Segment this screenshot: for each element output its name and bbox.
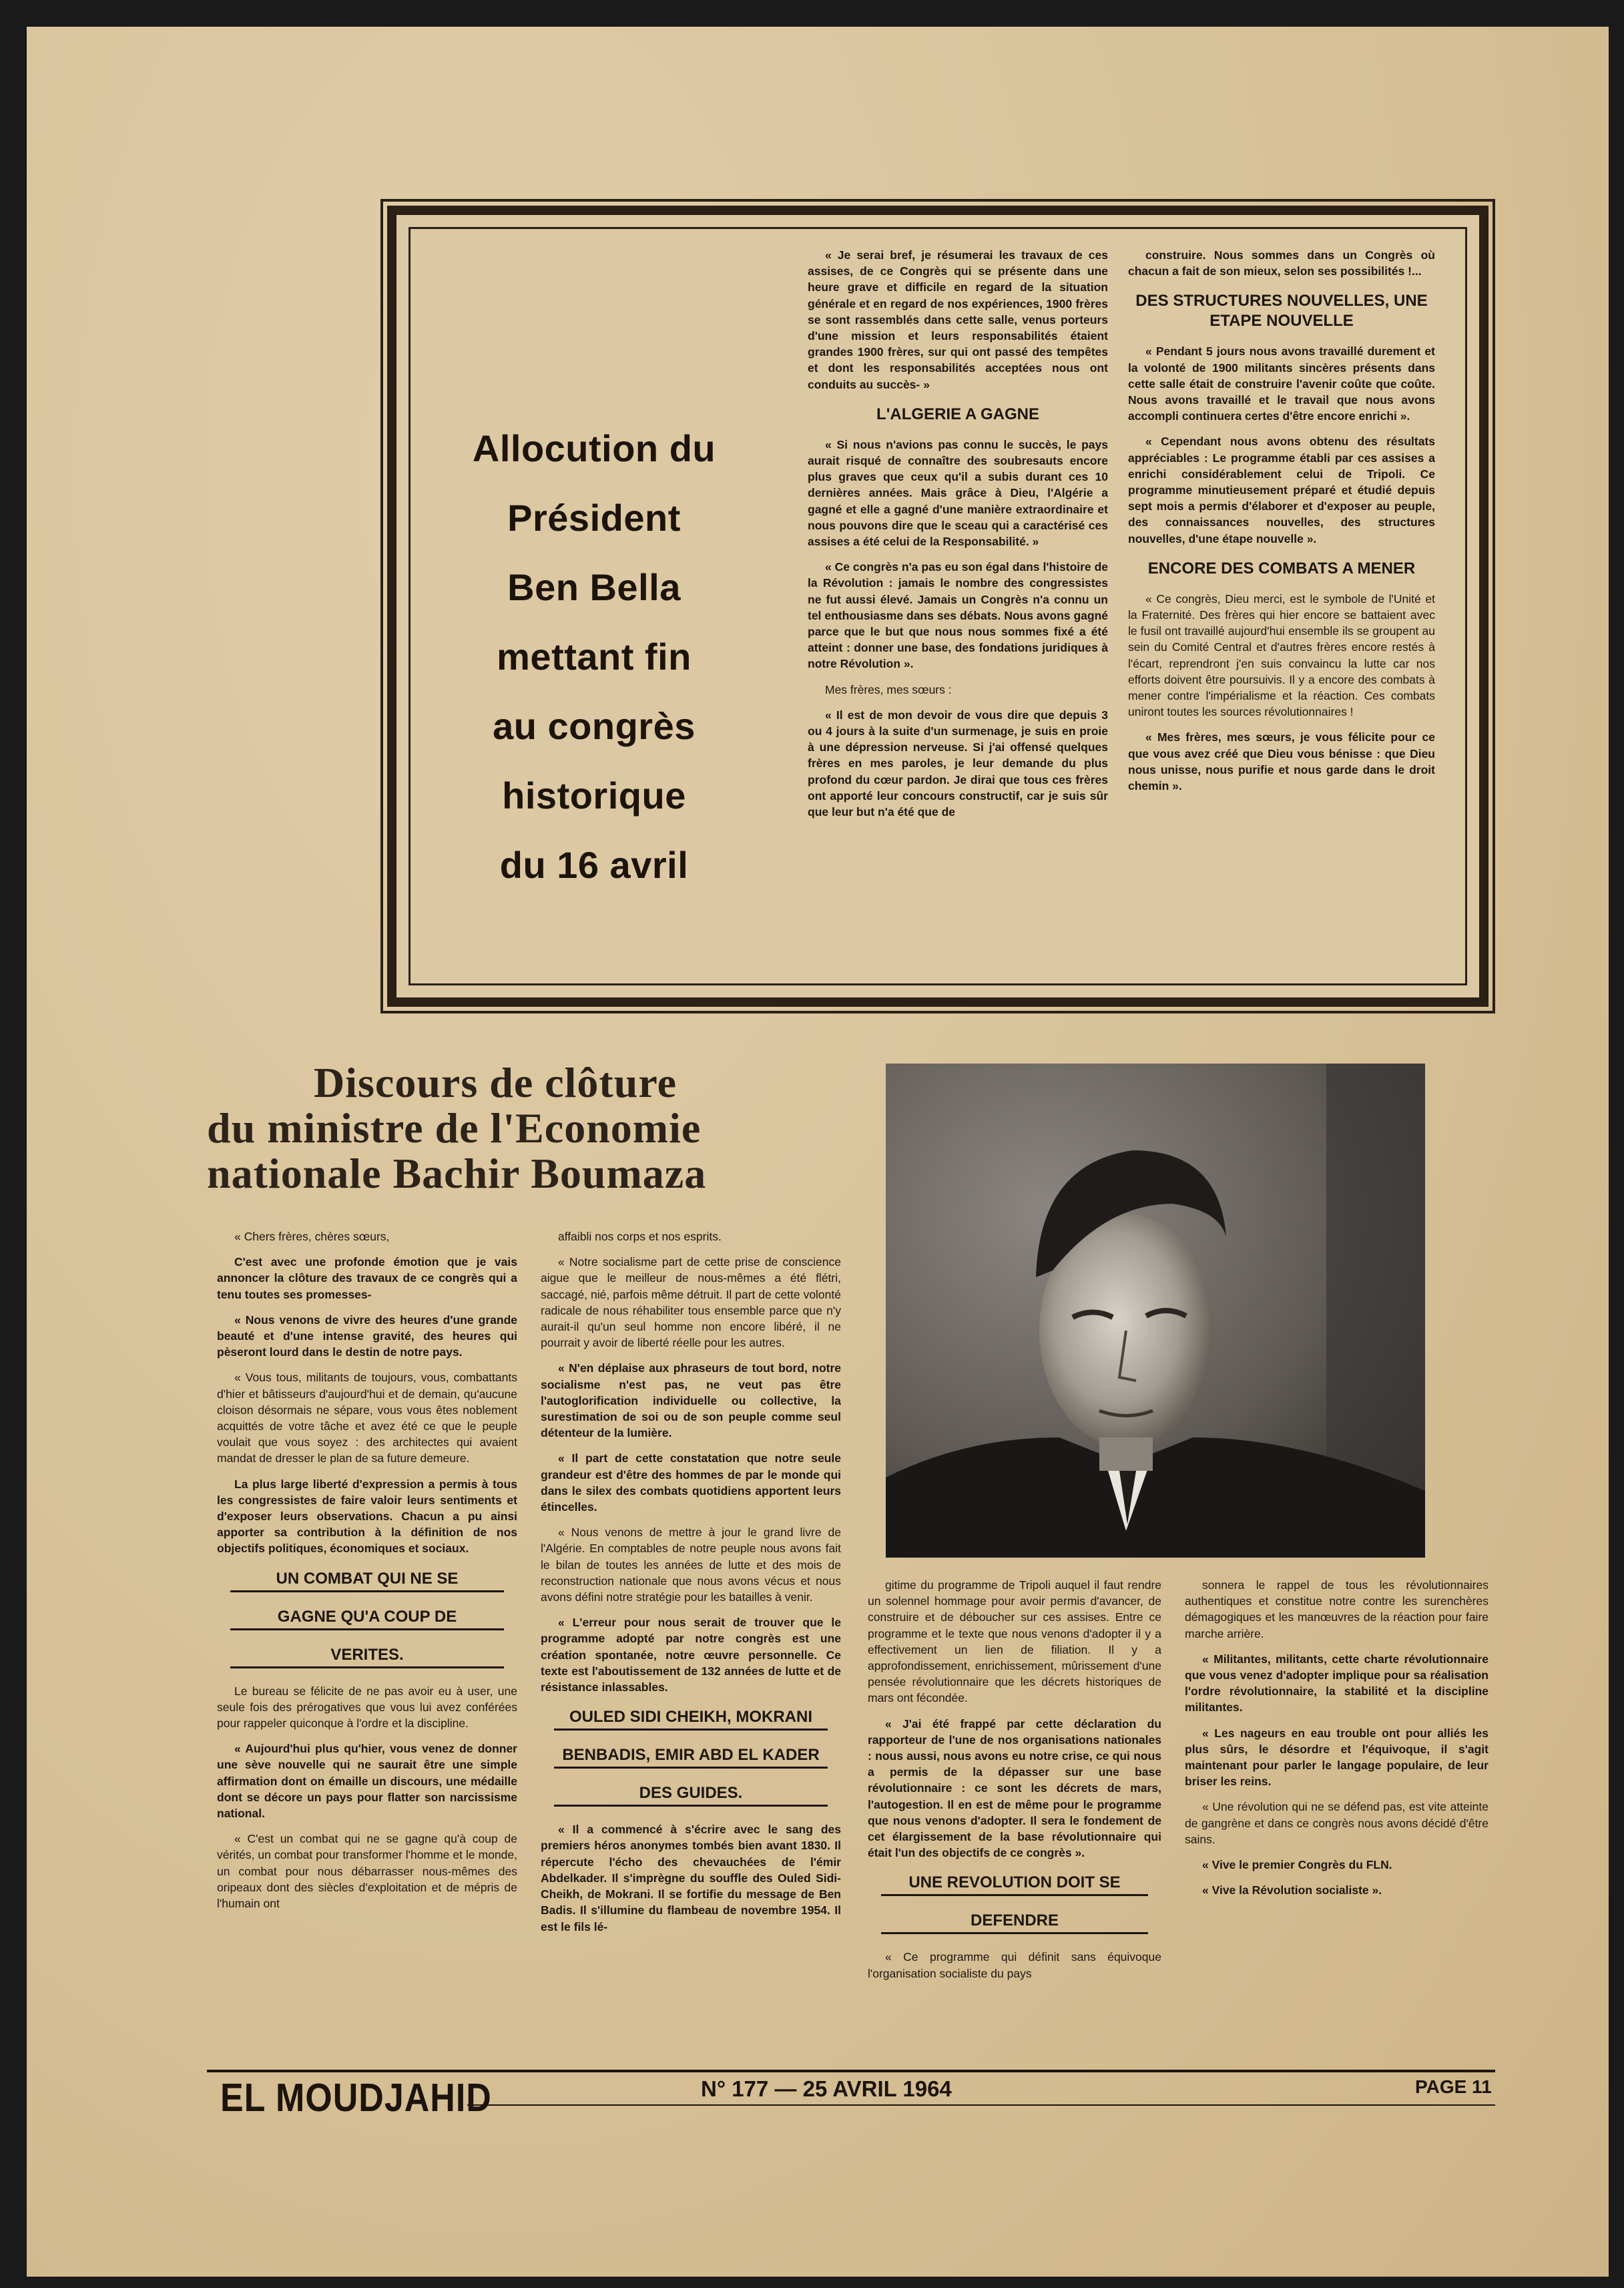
paragraph: Mes frères, mes sœurs : [825, 682, 952, 696]
paragraph: « Ce programme qui définit sans équivoque l'organisation socialiste du pays [868, 1950, 1161, 1980]
discours-title [207, 1060, 848, 1196]
allocution-column-2 [1128, 247, 1435, 988]
paragraph: « Ce congrès n'a pas eu son égal dans l'histoire de la Révolution : jamais le nombre des congressistes ne fut aussi élevé. Jamais un Congrès n'a connu un tel enthousiasme dans ses débats. Nous avons gagné parce que le but que nous nous sommes fixé a été atteint : donner une base, des fondations juridiques à notre Révolution ». [808, 560, 1108, 671]
allocution-title-line: Ben Bella [507, 566, 681, 608]
allocution-title-line: au congrès [493, 705, 696, 747]
allocution-title-line: mettant fin [497, 636, 692, 678]
paragraph: « Vive la Révolution socialiste ». [1202, 1883, 1382, 1897]
discours-column-1 [217, 1228, 517, 2063]
allocution-title-line: Président [507, 497, 681, 539]
paragraph: « Militantes, militants, cette charte révolutionnaire que vous venez d'adopter implique pour sa réalisation l'ordre révolutionnaire, la stabilité et la discipline militantes. [1185, 1652, 1488, 1714]
discours-title-line: nationale Bachir Boumaza [207, 1150, 707, 1197]
paragraph: « Il est de mon devoir de vous dire que depuis 3 ou 4 jours à la suite d'un surmenage, je suis en proie à une dépression nerveuse. Si j'ai offensé quelques frères en mes paroles, je leur demande du plus profond du cœur pardon. Je dirai que tous ces frères ont apporté leur concours constructif, car je suis sûr que leur but n'a été que de [808, 708, 1108, 819]
allocution-title [434, 414, 754, 900]
paragraph: « C'est un combat qui ne se gagne qu'à coup de vérités, un combat pour transformer l'homme et le monde, un combat pour nous débarrasser nous-mêmes des oripeaux dont des siècles d'exploitation et de mépris de l'humain ont [217, 1832, 517, 1911]
allocution-title-line: du 16 avril [499, 844, 689, 886]
newspaper-page [27, 27, 1609, 2277]
paragraph: « Notre socialisme part de cette prise de conscience aigue que le meilleur de nous-mêmes a été flétri, saccagé, nié, parfois même détruit. Il part de cette volonté radicale de nous réhabiliter tous ensemble parce que n'y aurait-il qu'un seul homme non encore libéré, il ne pourrait y avoir de liberté réelle pour les autres. [541, 1255, 841, 1350]
discours-title-line: Discours de clôture [314, 1059, 677, 1106]
subheading-line: GAGNE QU'A COUP DE [230, 1607, 504, 1630]
paragraph: construire. Nous sommes dans un Congrès où chacun a fait de son mieux, selon ses possibilités !... [1128, 248, 1435, 278]
paragraph: « Il part de cette constatation que notre seule grandeur est d'être des hommes de par le monde qui dans le silex des combats quotidiens apportent leurs étincelles. [541, 1451, 841, 1514]
paragraph: affaibli nos corps et nos esprits. [558, 1230, 722, 1243]
subheading [868, 1873, 1161, 1934]
page-number: PAGE 11 [1415, 2076, 1492, 2097]
paragraph: C'est avec une profonde émotion que je vais annoncer la clôture des travaux de ce congrès qui a tenu toutes ses promesses- [217, 1255, 517, 1301]
subheading [217, 1569, 517, 1668]
paragraph: Le bureau se félicite de ne pas avoir eu à user, une seule fois des prérogatives que vous lui avez conférées pour rappeler quiconque à l'ordre et la discipline. [217, 1684, 517, 1731]
allocution-title-line: historique [502, 774, 686, 817]
subheading-line: VERITES. [230, 1645, 504, 1668]
issue-date: N° 177 — 25 AVRIL 1964 [701, 2076, 952, 2101]
portrait-photo [886, 1064, 1425, 1558]
footer-rule-thin [467, 2104, 1495, 2106]
paragraph: « L'erreur pour nous serait de trouver que le programme adopté par notre congrès est une création spontanée, notre œuvre personnelle. Ce texte est l'aboutissement de 132 années de lutte et de résistance inlassables. [541, 1616, 841, 1694]
paragraph: « Vous tous, militants de toujours, vous, combattants d'hier et bâtisseurs d'aujourd'hui et de demain, qu'aucune cloison désormais ne sépare, vous vous êtes noblement acquittés de votre tâche et avez été ce que le peuple voulait que vous soyez : des architectes qui avaient mandat de dresser le plan de sa future demeure. [217, 1371, 517, 1465]
subheading-line: UN COMBAT QUI NE SE [230, 1569, 504, 1592]
subheading [541, 1707, 841, 1807]
footer-rule [207, 2070, 1495, 2072]
subheading: DES STRUCTURES NOUVELLES, UNE ETAPE NOUVELLE [1135, 292, 1428, 330]
paragraph: gitime du programme de Tripoli auquel il faut rendre un solennel hommage pour avoir permis d'avancer, de construire et de déboucher sur ces assises. Entre ce programme et le texte que nous venons d'adopter il y a effectivement un lien de filiation. Il y a approfondissement, enrichissement, mûrissement d'une pensée révolutionnaire que les décrets historiques de mars ont fécondée. [868, 1578, 1161, 1705]
subheading-line: OULED SIDI CHEIKH, MOKRANI [554, 1707, 828, 1731]
subheading: ENCORE DES COMBATS A MENER [1147, 559, 1416, 578]
subheading-line: DEFENDRE [881, 1911, 1148, 1934]
subheading-line: DES GUIDES. [554, 1783, 828, 1807]
paragraph: « Nous venons de vivre des heures d'une grande beauté et d'une intense gravité, des heures qui pèseront lourd dans le destin de notre pays. [217, 1313, 517, 1359]
allocution-column-1 [808, 247, 1108, 988]
paragraph: « Cependant nous avons obtenu des résultats appréciables : Le programme établi par ces assises a enrichi considérablement celui de Tripoli. Ce programme minutieusement préparé et étudié depuis sept mois a permis d'élaborer et d'exposer au peuple, des connaissances nouvelles, des structures nouvelles, d'une étape nouvelle ». [1128, 435, 1435, 545]
paragraph: « Une révolution qui ne se défend pas, est vite atteinte de gangrène et dans ce congrès nous avons décidé d'être sains. [1185, 1800, 1488, 1846]
paragraph: « N'en déplaise aux phraseurs de tout bord, notre socialisme n'est pas, ne veut pas être l'autoglorification individuelle ou collective, la surestimation de soi ou de son peuple comme seul détenteur de la lumière. [541, 1361, 841, 1440]
paragraph: « Nous venons de mettre à jour le grand livre de l'Algérie. En comptables de notre peuple nous avons fait le bilan de toutes les années de lutte et des mois de reconstruction nationale que nous avons vécus et nous avons défini notre stratégie pour les batailles à venir. [541, 1526, 841, 1604]
allocution-title-line: Allocution du [472, 427, 716, 469]
portrait-image [886, 1064, 1425, 1558]
paragraph: sonnera le rappel de tous les révolutionnaires authentiques et constitue notre contre les surenchères démagogiques et les manœuvres de la réaction pour faire marche arrière. [1185, 1578, 1488, 1640]
subheading-line: UNE REVOLUTION DOIT SE [881, 1873, 1148, 1896]
paragraph: « Mes frères, mes sœurs, je vous félicite pour ce que vous avez créé que Dieu vous bénisse : que Dieu nous unisse, nous purifie et nous garde dans le droit chemin ». [1128, 730, 1435, 793]
subheading-line: BENBADIS, EMIR ABD EL KADER [554, 1745, 828, 1769]
paragraph: « J'ai été frappé par cette déclaration du rapporteur de l'une de nos organisations nationales : nous aussi, nous avons eu notre crise, ce qui nous a permis de la dépasser sur une base révolutionnaire : ce sont les décrets de mars, l'autogestion. Il en est de même pour le programme que nous venons d'adopter. Il sera le fondement de cet élargissement de la base révolutionnaire qui était l'un des objectifs de ce congrès ». [868, 1717, 1161, 1860]
paragraph: « Je serai bref, je résumerai les travaux de ces assises, de ce Congrès qui se présente dans une heure grave et difficile en regard de la situation générale et en regard de nos expériences, 1900 frères se sont rassemblés dans cette salle, venus porteurs d'une mission et leurs responsabilités étaient grandes 1900 frères, sur qui ont passé des tempêtes et dont les responsabilités acceptées nous ont conduits au succès- » [808, 248, 1108, 391]
paragraph: « Les nageurs en eau trouble ont pour alliés les plus sûrs, le désordre et l'équivoque, il s'agit maintenant pour parler le langage populaire, de leur briser les reins. [1185, 1726, 1488, 1789]
discours-column-2 [541, 1228, 841, 2063]
paragraph: « Pendant 5 jours nous avons travaillé durement et la volonté de 1900 militants sincères présents dans cette salle était de construire l'avenir coûte que coûte. Nous avons travaillé et le travail que nous avons accompli continuera certes d'être encore enrichi ». [1128, 345, 1435, 423]
discours-column-4 [1185, 1577, 1488, 2063]
paragraph: « Vive le premier Congrès du FLN. [1202, 1858, 1392, 1872]
paragraph: « Si nous n'avions pas connu le succès, le pays aurait risqué de connaître des soubresauts encore plus graves que ceux qu'il a subis durant ces 10 dernières années. Mais grâce à Dieu, l'Algérie a gagné et elle a gagné d'une manière extraordinaire et nous pouvons dire que le sceau qui a caractérisé ces assises a été celui de la Responsabilité. » [808, 437, 1108, 549]
paragraph: « Ce congrès, Dieu merci, est le symbole de l'Unité et la Fraternité. Des frères qui hier encore se battaient avec le fusil ont travaillé aujourd'hui ensemble ils se groupent au sein du Comité Central et d'autres frères encore restés à l'écart, reprendront j'en suis convaincu la lutte car nos efforts doivent être poursuivis. Il y a encore des combats à mener contre l'impérialisme et la réaction. Ces combats uniront toutes les sources révolutionnaires ! [1128, 592, 1435, 719]
discours-column-3 [868, 1577, 1161, 2063]
paragraph: « Chers frères, chères sœurs, [234, 1230, 390, 1243]
subheading: L'ALGERIE A GAGNE [876, 405, 1039, 423]
paragraph: La plus large liberté d'expression a permis à tous les congressistes de faire valoir leurs sentiments et d'exposer leurs observations. Chacun a pu ainsi apporter sa contribution à la définition de nos objectifs politiques, économiques et sociaux. [217, 1477, 517, 1556]
paragraph: « Il a commencé à s'écrire avec le sang des premiers héros anonymes tombés bien avant 1830. Il répercute l'écho des chevauchées de l'émir Abdelkader. Il s'imprègne du souffle des Ouled Sidi-Cheikh, de Mokrani. Il se fortifie du message de Ben Badis. Il s'illumine du flambeau de novembre 1954. Il est le fils lé- [541, 1823, 841, 1933]
masthead-logo: EL MOUDJAHID [220, 2076, 492, 2120]
discours-title-line: du ministre de l'Economie [207, 1104, 702, 1152]
paragraph: « Aujourd'hui plus qu'hier, vous venez de donner une sève nouvelle qui ne saurait être une simple affirmation dont on émaille un discours, une médaille dont se décore un pays pour flatter son narcissisme national. [217, 1742, 517, 1821]
